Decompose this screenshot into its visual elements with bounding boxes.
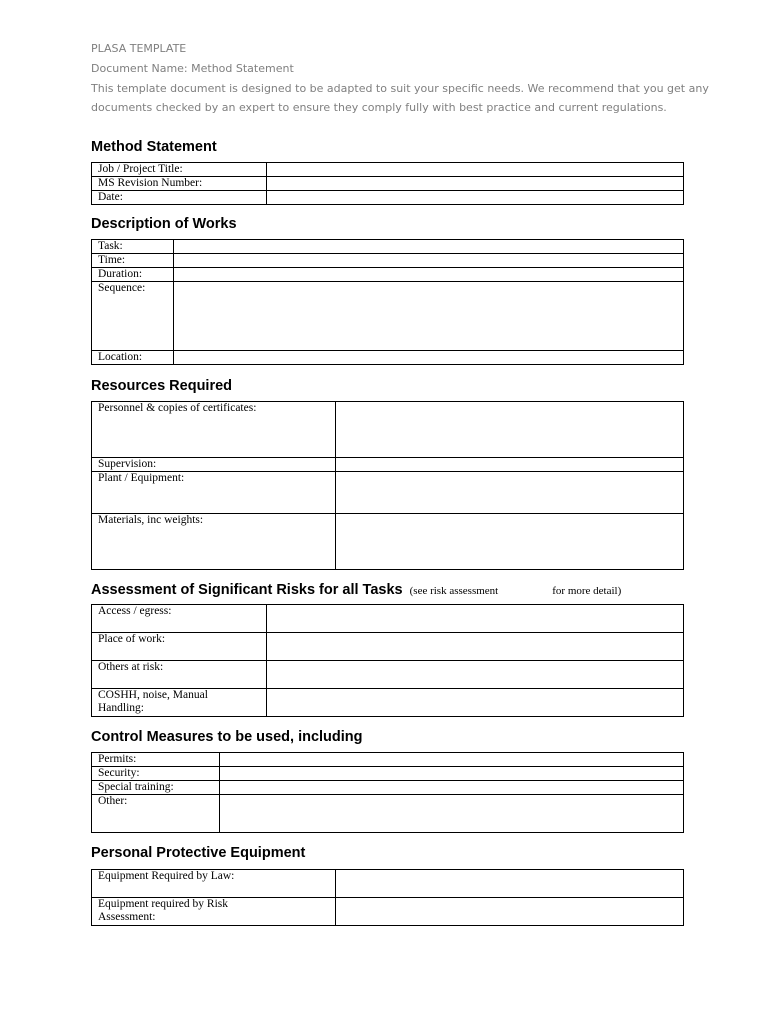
table-row — [92, 240, 684, 254]
other-label: Other: — [92, 795, 220, 833]
table-row — [92, 753, 684, 767]
table-row — [92, 689, 684, 717]
method-statement-heading: Method Statement — [91, 139, 217, 155]
risk-assessment-table — [91, 604, 684, 717]
table-row — [92, 163, 684, 177]
intro-line-1: This template document is designed to be adapted to suit your specific needs. We recommend that you get any — [91, 82, 709, 95]
ppe-table — [91, 869, 684, 926]
resources-required-table — [91, 401, 684, 570]
location-label: Location: — [92, 351, 174, 365]
time-label: Time: — [92, 254, 174, 268]
control-measures-heading: Control Measures to be used, including — [91, 729, 363, 745]
materials-label: Materials, inc weights: — [92, 514, 336, 570]
table-row — [92, 795, 684, 833]
job-title-label: Job / Project Title: — [92, 163, 267, 177]
table-row — [92, 605, 684, 633]
permits-field[interactable] — [220, 753, 684, 767]
method-statement-table — [91, 162, 684, 205]
date-field[interactable] — [267, 191, 684, 205]
task-field[interactable] — [174, 240, 684, 254]
plant-equipment-label: Plant / Equipment: — [92, 472, 336, 514]
table-row — [92, 268, 684, 282]
job-title-field[interactable] — [267, 163, 684, 177]
table-row — [92, 282, 684, 351]
risk-assessment-heading-text: Assessment of Significant Risks for all Tasks — [91, 582, 403, 598]
sequence-label: Sequence: — [92, 282, 174, 351]
table-row — [92, 472, 684, 514]
supervision-field[interactable] — [336, 458, 684, 472]
risk-assessment-note-left: (see risk assessment — [409, 585, 499, 597]
resources-required-heading: Resources Required — [91, 378, 233, 394]
equipment-by-risk-label: Equipment required by Risk Assessment: — [92, 898, 336, 926]
table-row — [92, 191, 684, 205]
table-row — [92, 351, 684, 365]
plant-equipment-field[interactable] — [336, 472, 684, 514]
personnel-field[interactable] — [336, 402, 684, 458]
time-field[interactable] — [174, 254, 684, 268]
access-egress-label: Access / egress: — [92, 605, 267, 633]
equipment-by-risk-field[interactable] — [336, 898, 684, 926]
intro-line-2: documents checked by an expert to ensure they comply fully with best practice and current regulations. — [91, 101, 667, 114]
template-label: PLASA TEMPLATE — [91, 42, 187, 55]
description-of-works-table — [91, 239, 684, 365]
special-training-label: Special training: — [92, 781, 220, 795]
date-label: Date: — [92, 191, 267, 205]
table-row — [92, 870, 684, 898]
sequence-field[interactable] — [174, 282, 684, 351]
duration-label: Duration: — [92, 268, 174, 282]
table-row — [92, 402, 684, 458]
security-label: Security: — [92, 767, 220, 781]
materials-field[interactable] — [336, 514, 684, 570]
table-row — [92, 633, 684, 661]
others-at-risk-label: Others at risk: — [92, 661, 267, 689]
table-row — [92, 514, 684, 570]
revision-number-field[interactable] — [267, 177, 684, 191]
location-field[interactable] — [174, 351, 684, 365]
coshh-label: COSHH, noise, Manual Handling: — [92, 689, 267, 717]
risk-assessment-heading — [91, 582, 621, 598]
document-name: Document Name: Method Statement — [91, 62, 294, 75]
risk-assessment-note-right: for more detail) — [552, 585, 622, 597]
other-field[interactable] — [220, 795, 684, 833]
place-of-work-label: Place of work: — [92, 633, 267, 661]
task-label: Task: — [92, 240, 174, 254]
table-row — [92, 661, 684, 689]
table-row — [92, 458, 684, 472]
others-at-risk-field[interactable] — [267, 661, 684, 689]
ppe-heading: Personal Protective Equipment — [91, 845, 306, 861]
place-of-work-field[interactable] — [267, 633, 684, 661]
security-field[interactable] — [220, 767, 684, 781]
revision-number-label: MS Revision Number: — [92, 177, 267, 191]
equipment-by-law-field[interactable] — [336, 870, 684, 898]
access-egress-field[interactable] — [267, 605, 684, 633]
personnel-label: Personnel & copies of certificates: — [92, 402, 336, 458]
special-training-field[interactable] — [220, 781, 684, 795]
table-row — [92, 781, 684, 795]
coshh-field[interactable] — [267, 689, 684, 717]
table-row — [92, 177, 684, 191]
equipment-by-law-label: Equipment Required by Law: — [92, 870, 336, 898]
duration-field[interactable] — [174, 268, 684, 282]
permits-label: Permits: — [92, 753, 220, 767]
table-row — [92, 254, 684, 268]
supervision-label: Supervision: — [92, 458, 336, 472]
description-of-works-heading: Description of Works — [91, 216, 237, 232]
table-row — [92, 767, 684, 781]
control-measures-table — [91, 752, 684, 833]
table-row — [92, 898, 684, 926]
